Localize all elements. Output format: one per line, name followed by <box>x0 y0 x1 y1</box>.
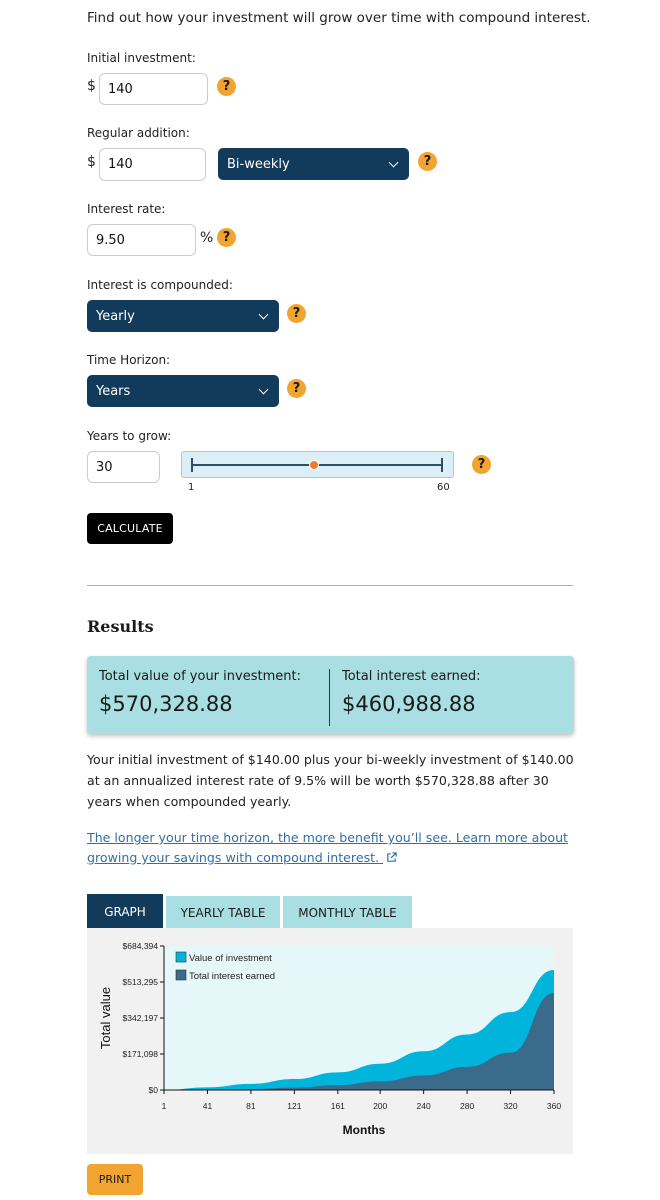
legend-label: Value of investment <box>189 953 272 964</box>
x-tick-label: 161 <box>330 1101 345 1111</box>
initial-investment-input[interactable] <box>99 73 208 105</box>
time-horizon-select[interactable] <box>87 375 279 407</box>
slider-thumb[interactable] <box>309 460 319 470</box>
results-title: Results <box>87 617 154 636</box>
regular-addition-value: 140 <box>108 157 133 172</box>
legend-swatch <box>176 970 186 980</box>
x-tick-label: 81 <box>246 1101 256 1111</box>
x-tick-label: 41 <box>202 1101 213 1111</box>
y-axis-title: Total value <box>98 986 113 1050</box>
y-tick-label: $342,197 <box>122 1013 158 1023</box>
horizon-help-icon[interactable]: ? <box>287 379 306 398</box>
compounded-help-icon[interactable]: ? <box>287 304 306 323</box>
initial-investment-value: 140 <box>108 81 133 97</box>
legend-label: Total interest earned <box>189 971 276 982</box>
years-slider[interactable] <box>181 451 454 478</box>
x-tick-label: 320 <box>503 1101 518 1111</box>
years-input-value: 30 <box>96 459 113 475</box>
years-input[interactable] <box>87 451 160 483</box>
x-tick-label: 121 <box>287 1101 302 1111</box>
frequency-select-value: Bi-weekly <box>227 156 290 172</box>
tab-graph[interactable]: GRAPH <box>87 894 163 930</box>
initial-investment-label: Initial investment: <box>87 51 196 65</box>
x-tick-label: 1 <box>161 1101 167 1111</box>
compounded-label: Interest is compounded: <box>87 278 233 292</box>
results-separator <box>329 669 330 726</box>
tab-monthly-table[interactable]: MONTHLY TABLE <box>283 896 412 930</box>
percent-symbol: % <box>200 230 214 246</box>
growth-chart <box>87 928 573 1154</box>
y-tick-label: $0 <box>148 1085 158 1095</box>
chevron-down-icon <box>259 384 269 394</box>
regular-addition-input[interactable] <box>99 148 206 181</box>
section-divider <box>87 585 573 586</box>
chart-panel <box>87 928 573 1154</box>
x-axis-title: Months <box>342 1123 386 1137</box>
y-tick-label: $513,295 <box>122 977 158 988</box>
time-horizon-label: Time Horizon: <box>87 353 171 367</box>
results-summary-text: Your initial investment of $140.00 plus your bi-weekly investment of $140.00 at an annualized interest rate of 9.5% will be worth $570,328.88 after 30 years when compounded yearly. <box>87 752 574 809</box>
results-summary-box <box>87 656 574 734</box>
print-button[interactable]: PRINT <box>87 1164 143 1195</box>
legend-swatch <box>176 952 186 962</box>
initial-currency-symbol: $ <box>87 78 96 94</box>
chevron-down-icon <box>259 309 269 319</box>
total-value-label: Total value of your investment: <box>99 669 301 684</box>
interest-rate-label: Interest rate: <box>87 202 166 216</box>
initial-help-icon[interactable]: ? <box>217 77 236 96</box>
slider-max-label: 60 <box>437 482 450 493</box>
learn-more-link[interactable] <box>87 828 587 868</box>
regular-addition-label: Regular addition: <box>87 126 190 140</box>
time-horizon-select-value: Years <box>96 383 131 399</box>
compounding-select[interactable] <box>87 300 279 332</box>
y-tick-label: $684,394 <box>122 941 158 951</box>
slider-min-cap <box>191 458 193 472</box>
total-interest-label: Total interest earned: <box>342 669 481 684</box>
calculate-button[interactable]: CALCULATE <box>87 513 173 544</box>
interest-rate-input[interactable] <box>87 224 196 256</box>
regular-currency-symbol: $ <box>87 154 96 170</box>
slider-max-cap <box>441 458 443 472</box>
regular-help-icon[interactable]: ? <box>418 152 437 171</box>
tab-yearly-table[interactable]: YEARLY TABLE <box>166 896 280 930</box>
slider-min-label: 1 <box>188 482 195 493</box>
x-tick-label: 200 <box>373 1101 388 1111</box>
learn-more-text: The longer your time horizon, the more benefit you’ll see. Learn more about growing your savings with compound interest. <box>87 830 568 865</box>
intro-text: Find out how your investment will grow over time with compound interest. <box>87 10 591 26</box>
years-help-icon[interactable]: ? <box>472 455 491 474</box>
total-value-amount: $570,328.88 <box>99 692 233 716</box>
interest-rate-value: 9.50 <box>96 232 125 248</box>
x-tick-label: 280 <box>459 1101 475 1111</box>
total-interest-amount: $460,988.88 <box>342 692 476 716</box>
external-link-icon <box>386 852 397 863</box>
rate-help-icon[interactable]: ? <box>217 228 236 247</box>
y-tick-label: $171,098 <box>122 1049 158 1060</box>
x-tick-label: 360 <box>546 1101 562 1111</box>
x-tick-label: 240 <box>416 1101 431 1111</box>
frequency-select[interactable] <box>218 148 409 180</box>
chevron-down-icon <box>389 157 399 167</box>
compounding-select-value: Yearly <box>96 308 135 324</box>
years-to-grow-label: Years to grow: <box>87 429 172 443</box>
